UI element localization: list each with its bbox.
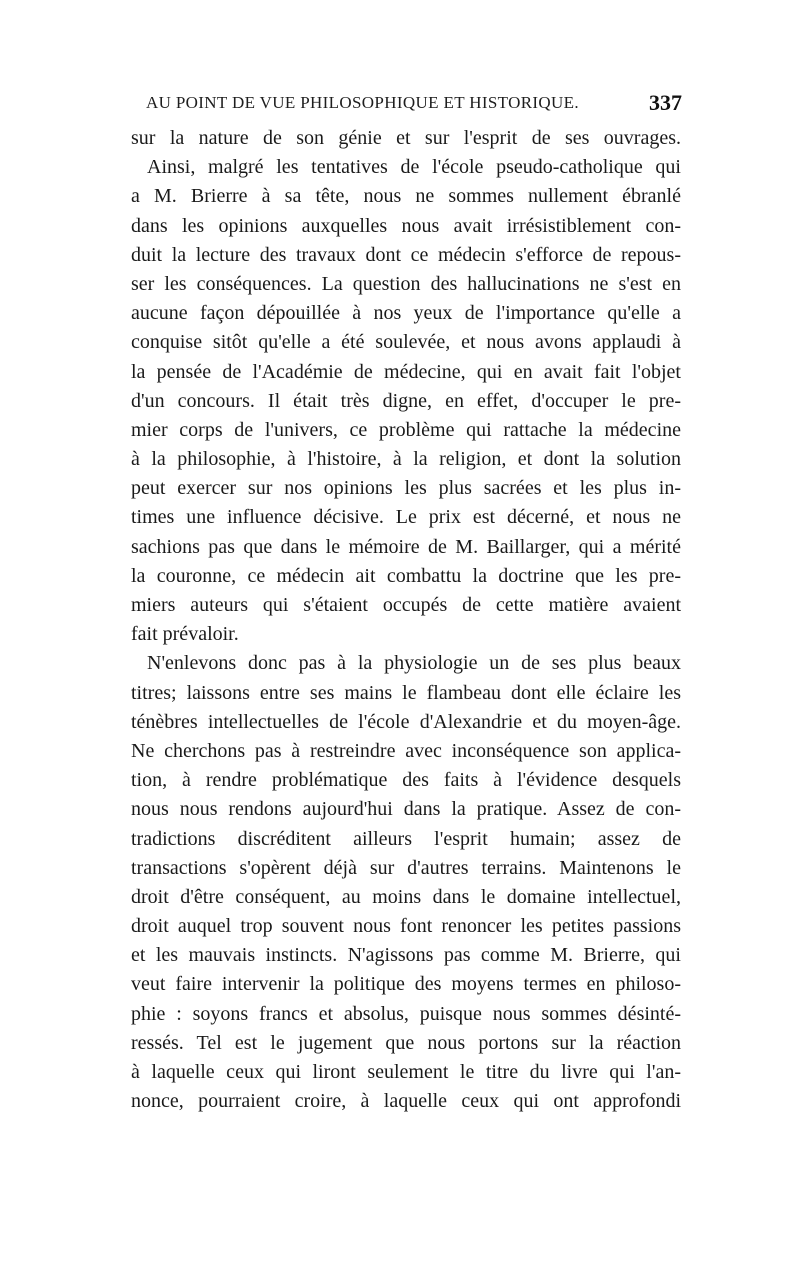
running-head	[146, 90, 682, 117]
text-line: la couronne, ce médecin ait combattu la doctrine que les pre-	[131, 564, 681, 587]
text-line: duit la lecture des travaux dont ce médecin s'efforce de repous-	[131, 243, 681, 266]
text-line: Ainsi, malgré les tentatives de l'école pseudo-catholique qui	[147, 156, 681, 179]
text-line: droit d'être conséquent, au moins dans le domaine intellectuel,	[131, 885, 681, 908]
text-line: et les mauvais instincts. N'agissons pas comme M. Brierre, qui	[131, 944, 681, 967]
text-line: à laquelle ceux qui liront seulement le titre du livre qui l'an-	[131, 1061, 681, 1083]
text-line: tradictions discréditent ailleurs l'esprit humain; assez de	[131, 827, 681, 850]
text-line: fait prévaloir.	[131, 623, 239, 646]
text-line: mier corps de l'univers, ce problème qui rattache la médecine	[131, 418, 681, 441]
text-line: sachions pas que dans le mémoire de M. Baillarger, qui a mérité	[131, 535, 681, 558]
text-line: d'un concours. Il était très digne, en effet, d'occuper le pre-	[131, 389, 681, 412]
body-text	[131, 124, 681, 1116]
text-line: ténèbres intellectuelles de l'école d'Alexandrie et du moyen-âge.	[131, 710, 681, 733]
text-line: nous nous rendons aujourd'hui dans la pratique. Assez de con-	[131, 798, 681, 821]
text-line: droit auquel trop souvent nous font renoncer les petites passions	[131, 915, 681, 938]
text-line: sur la nature de son génie et sur l'esprit de ses ouvrages.	[131, 127, 681, 149]
text-line: nonce, pourraient croire, à laquelle ceux qui ont approfondi	[131, 1090, 681, 1113]
text-line: tion, à rendre problématique des faits à l'évidence desquels	[131, 769, 681, 792]
text-line: times une influence décisive. Le prix est décerné, et nous ne	[131, 506, 681, 529]
text-line: à la philosophie, à l'histoire, à la religion, et dont la solution	[131, 448, 681, 471]
page-number: 337	[649, 90, 682, 115]
text-line: a M. Brierre à sa tête, nous ne sommes nullement ébranlé	[131, 185, 681, 208]
text-line: phie : soyons francs et absolus, puisque nous sommes désinté-	[131, 1002, 681, 1025]
text-line: peut exercer sur nos opinions les plus sacrées et les plus in-	[131, 477, 681, 500]
text-line: ressés. Tel est le jugement que nous portons sur la réaction	[131, 1031, 681, 1054]
text-line: Ne cherchons pas à restreindre avec inconséquence son applica-	[131, 739, 681, 762]
text-line: miers auteurs qui s'étaient occupés de cette matière avaient	[131, 594, 681, 616]
running-title: AU POINT DE VUE PHILOSOPHIQUE ET HISTORIQUE.	[146, 93, 580, 112]
text-line: transactions s'opèrent déjà sur d'autres terrains. Maintenons le	[131, 856, 681, 879]
text-line: aucune façon dépouillée à nos yeux de l'importance qu'elle a	[131, 302, 681, 325]
text-line: veut faire intervenir la politique des moyens termes en philoso-	[131, 973, 681, 996]
text-line: N'enlevons donc pas à la physiologie un de ses plus beaux	[147, 652, 681, 675]
text-line: titres; laissons entre ses mains le flambeau dont elle éclaire les	[131, 681, 681, 704]
text-line: ser les conséquences. La question des hallucinations ne s'est en	[131, 272, 681, 295]
text-line: dans les opinions auxquelles nous avait irrésistiblement con-	[131, 214, 681, 237]
text-line: la pensée de l'Académie de médecine, qui en avait fait l'objet	[131, 360, 681, 383]
text-line: conquise sitôt qu'elle a été soulevée, et nous avons applaudi à	[131, 331, 681, 354]
